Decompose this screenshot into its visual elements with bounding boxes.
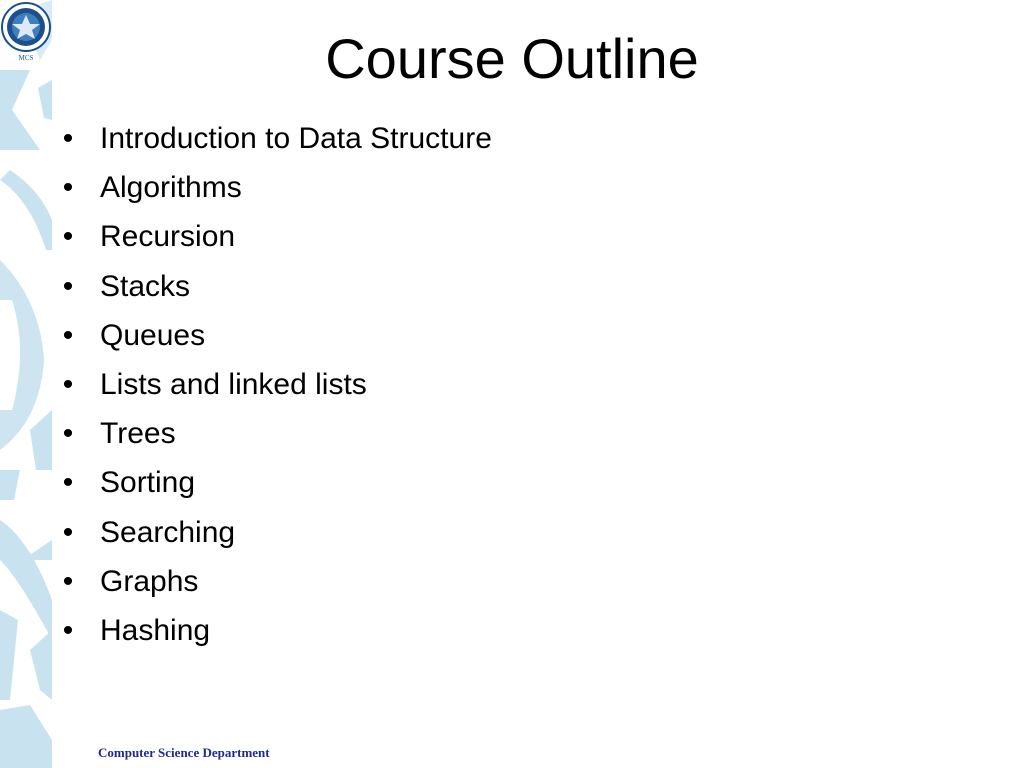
side-decoration-strip <box>0 0 52 768</box>
bullet-icon: • <box>62 318 74 352</box>
list-item <box>58 360 492 409</box>
bullet-icon: • <box>62 220 74 254</box>
topic-label: Trees <box>100 417 176 451</box>
footer-department: Computer Science Department <box>98 745 270 760</box>
list-item <box>58 262 492 311</box>
topic-label: Searching <box>100 515 236 549</box>
topic-label: Algorithms <box>100 171 242 205</box>
topic-list <box>58 114 492 655</box>
list-item <box>58 458 492 507</box>
list-item <box>58 409 492 458</box>
list-item <box>58 212 492 261</box>
slide-title: Course Outline <box>325 27 699 90</box>
bullet-icon: • <box>62 564 74 598</box>
bullet-icon: • <box>62 171 74 205</box>
bullet-icon: • <box>62 367 74 401</box>
list-item <box>58 606 492 655</box>
bullet-icon: • <box>62 269 74 303</box>
topic-label: Graphs <box>100 564 199 598</box>
bullet-icon: • <box>62 466 74 500</box>
topic-label: Introduction to Data Structure <box>100 122 492 155</box>
list-item <box>58 508 492 557</box>
topic-label: Queues <box>100 318 206 352</box>
topic-label: Recursion <box>100 220 236 254</box>
list-item <box>58 114 492 163</box>
topic-label: Sorting <box>100 466 196 500</box>
bullet-icon: • <box>62 515 74 549</box>
list-item <box>58 163 492 212</box>
list-item <box>58 311 492 360</box>
topic-label: Stacks <box>100 269 191 303</box>
bullet-icon: • <box>62 613 74 647</box>
topic-label: Lists and linked lists <box>100 367 367 401</box>
bullet-icon: • <box>62 417 74 451</box>
list-item <box>58 557 492 606</box>
bullet-icon: • <box>62 122 74 155</box>
side-pattern <box>0 0 52 768</box>
svg-text:MCS: MCS <box>18 54 34 62</box>
topic-label: Hashing <box>100 613 211 647</box>
